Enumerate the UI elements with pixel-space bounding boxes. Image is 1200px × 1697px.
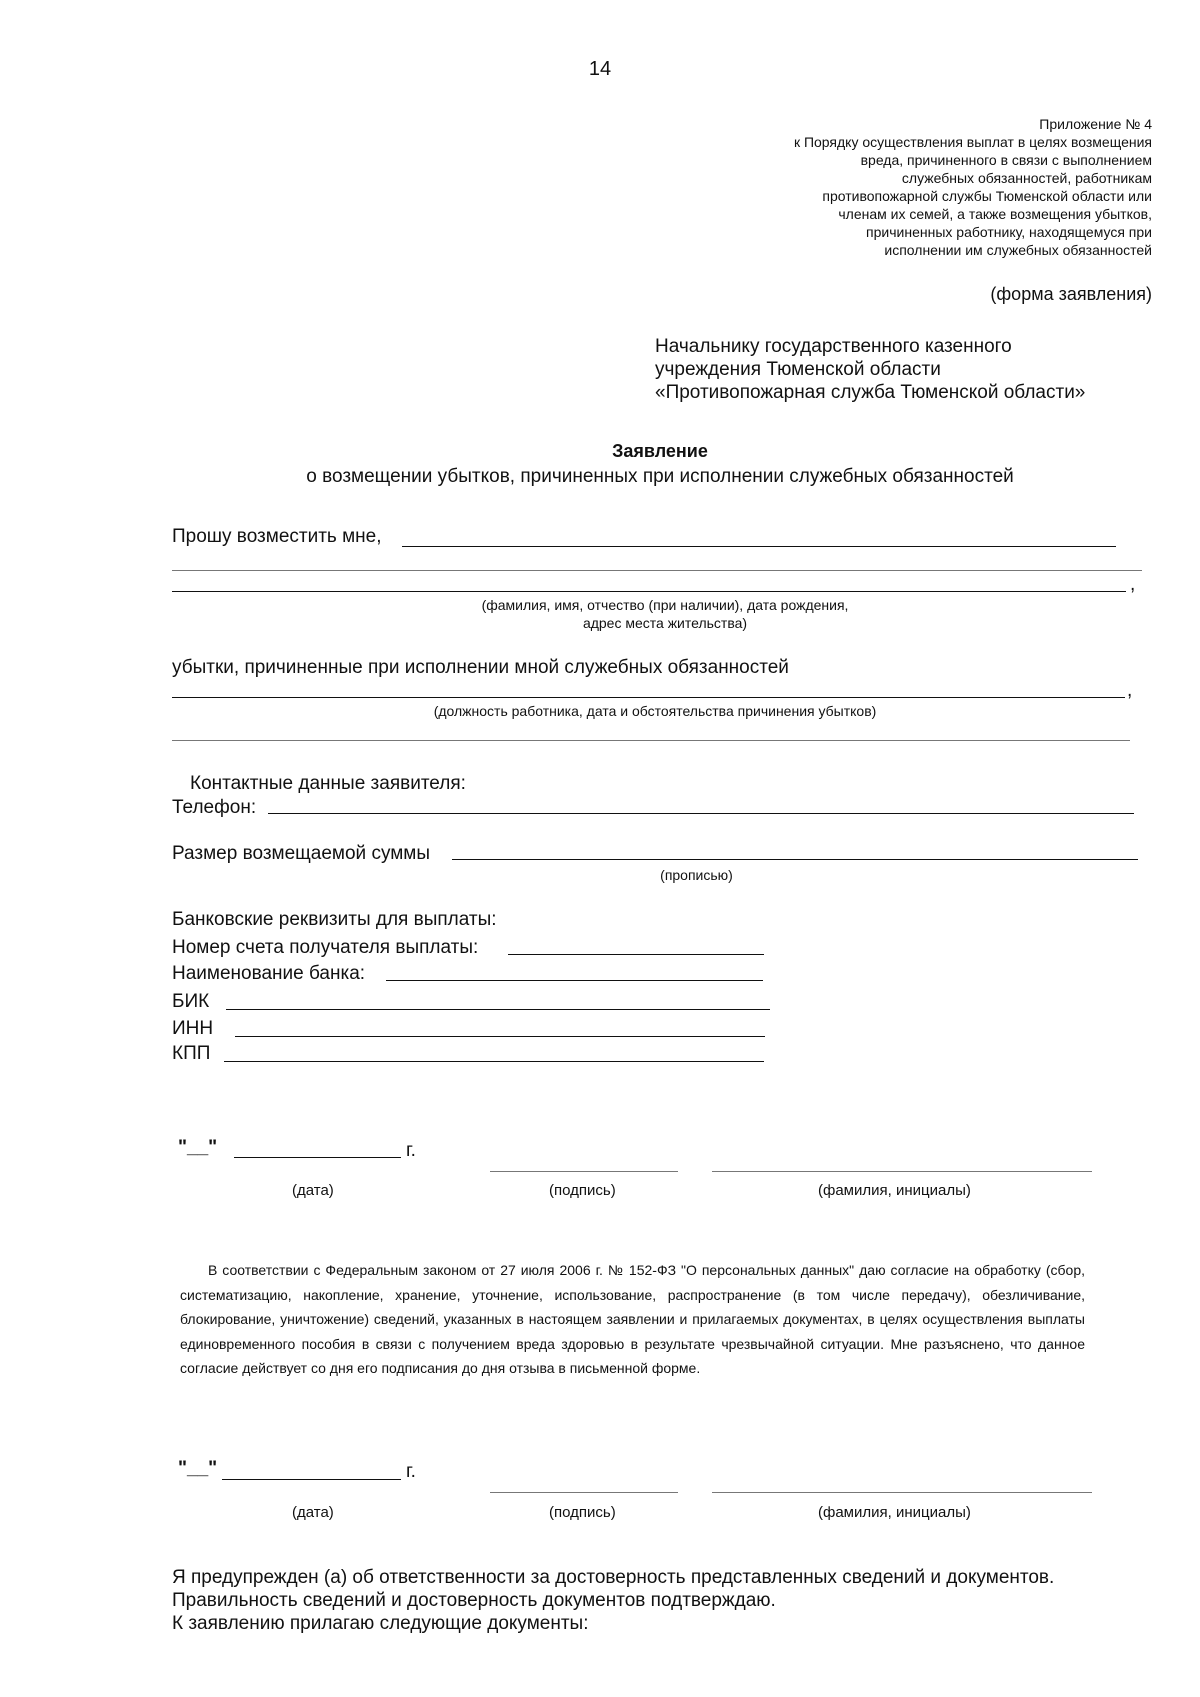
appendix-line: исполнении им служебных обязанностей (884, 242, 1152, 258)
date-day-quote: "__" (178, 1137, 218, 1158)
name-field-line[interactable] (402, 546, 1116, 547)
account-field-line[interactable] (508, 954, 764, 955)
inn-label: ИНН (172, 1018, 214, 1039)
appendix-line: Приложение № 4 (1039, 116, 1152, 132)
amount-label: Размер возмещаемой суммы (172, 843, 431, 864)
amount-field-line[interactable] (452, 859, 1138, 860)
name-field-line-3[interactable] (172, 591, 1126, 592)
document-title: Заявление (612, 441, 708, 461)
footer-warning: Я предупрежден (а) об ответственности за достоверность представленных сведений и документов. (172, 1567, 1055, 1588)
request-label: Прошу возместить мне, (172, 526, 382, 547)
signature-field-line-2[interactable] (490, 1492, 678, 1493)
name-caption: (фамилия, инициалы) (818, 1504, 971, 1521)
page-number: 14 (588, 58, 612, 80)
form-label: (форма заявления) (990, 284, 1152, 304)
name-field-line-2[interactable] (172, 570, 1142, 571)
bank-heading: Банковские реквизиты для выплаты: (172, 909, 497, 930)
appendix-line: служебных обязанностей, работникам (901, 170, 1152, 186)
appendix-line: к Порядку осуществления выплат в целях возмещения (793, 134, 1152, 150)
signature-caption: (подпись) (549, 1182, 616, 1199)
comma: , (1127, 680, 1133, 701)
damages-field-line-2[interactable] (172, 740, 1130, 741)
appendix-line: причиненных работнику, находящемуся при (866, 224, 1152, 240)
amount-caption: (прописью) (660, 867, 733, 883)
footer-confirm: Правильность сведений и достоверность документов подтверждаю. (172, 1590, 776, 1611)
name-caption: (фамилия, инициалы) (818, 1182, 971, 1199)
year-suffix: г. (406, 1140, 416, 1161)
damages-caption: (должность работника, дата и обстоятельства причинения убытков) (433, 703, 877, 719)
footer-attach: К заявлению прилагаю следующие документы: (172, 1613, 589, 1634)
appendix-line: членам их семей, а также возмещения убытков, (838, 206, 1152, 222)
addressee-line: «Противопожарная служба Тюменской области» (655, 382, 1086, 403)
addressee (655, 335, 1085, 404)
bik-field-line[interactable] (226, 1009, 770, 1010)
inn-field-line[interactable] (235, 1036, 765, 1037)
damages-field-line[interactable] (172, 697, 1125, 698)
footer-statement (172, 1566, 1054, 1635)
document-subtitle: о возмещении убытков, причиненных при исполнении служебных обязанностей (306, 466, 1014, 487)
date-field-line[interactable] (234, 1157, 401, 1158)
comma: , (1130, 574, 1136, 595)
signature-field-line[interactable] (490, 1171, 678, 1172)
fullname-field-line[interactable] (712, 1171, 1092, 1172)
account-label: Номер счета получателя выплаты: (172, 937, 479, 958)
kpp-label: КПП (172, 1043, 211, 1064)
phone-label: Телефон: (172, 797, 257, 818)
damages-label: убытки, причиненные при исполнении мной служебных обязанностей (172, 657, 789, 678)
fullname-field-line-2[interactable] (712, 1492, 1092, 1493)
kpp-field-line[interactable] (224, 1061, 764, 1062)
signature-caption: (подпись) (549, 1504, 616, 1521)
bank-name-field-line[interactable] (386, 980, 763, 981)
date-day-quote: "__" (178, 1458, 218, 1479)
bik-label: БИК (172, 991, 210, 1012)
person-caption: (фамилия, имя, отчество (при наличии), дата рождения, (481, 597, 849, 613)
date-field-line-2[interactable] (222, 1479, 401, 1480)
appendix-line: вреда, причиненного в связи с выполнением (860, 152, 1152, 168)
consent-paragraph: В соответствии с Федеральным законом от 27 июля 2006 г. № 152-ФЗ "О персональных данных" даю согласие на обработку (сбор, систематизацию, накопление, хранение, уточнение, использование, распространение (в том числе передачу), обезличивание, блокирование, уничтожение) сведений, указанных в настоящем заявлении и прилагаемых документах, в целях осуществления выплаты единовременного пособия в связи с получением вреда здоровью в результате чрезвычайной ситуации. Мне разъяснено, что данное согласие действует со дня его подписания до дня отзыва в письменной форме. (180, 1262, 1085, 1376)
bank-name-label: Наименование банка: (172, 963, 366, 984)
appendix-note (794, 115, 1152, 259)
year-suffix: г. (406, 1461, 416, 1482)
contacts-label: Контактные данные заявителя: (190, 773, 466, 794)
person-caption: адрес места жительства) (582, 615, 748, 631)
date-caption: (дата) (292, 1182, 334, 1199)
appendix-line: противопожарной службы Тюменской области или (822, 188, 1152, 204)
addressee-line: учреждения Тюменской области (655, 359, 941, 380)
date-caption: (дата) (292, 1504, 334, 1521)
addressee-line: Начальнику государственного казенного (655, 336, 1012, 357)
phone-field-line[interactable] (268, 813, 1134, 814)
